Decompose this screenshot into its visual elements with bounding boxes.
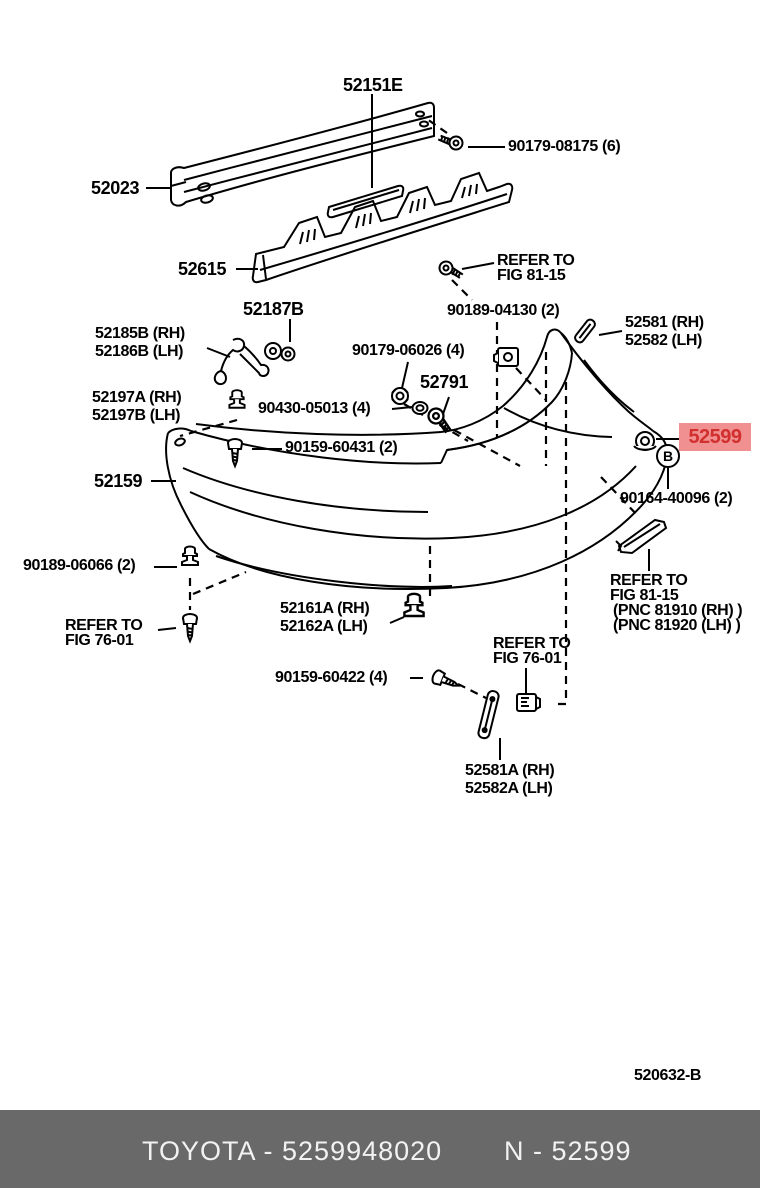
highlighted-part-number: 52599	[688, 425, 742, 448]
part-label-52161a[interactable]: 52161A (RH)	[280, 600, 370, 617]
refer-note-top-line1: REFER TO	[497, 252, 575, 269]
footer-brand-part-number: TOYOTA - 5259948020	[142, 1136, 443, 1166]
clip-icon	[404, 594, 423, 616]
bolt-icon	[438, 260, 465, 279]
part-label-52159[interactable]: 52159	[94, 471, 143, 491]
impact-strip-drawing	[328, 186, 404, 218]
detail-marker-b: B	[656, 444, 680, 468]
clip-icon	[182, 547, 198, 566]
footer-catalog-part-number: N - 52599	[504, 1136, 632, 1166]
side-bracket-icon	[215, 339, 269, 384]
side-spacer-icon	[573, 318, 596, 344]
refer-note-right81-line1: REFER TO	[610, 572, 688, 589]
u-nut-clip-icon	[494, 348, 518, 366]
diagram-code: 520632-B	[634, 1067, 702, 1084]
part-label-52023[interactable]: 52023	[91, 178, 140, 198]
retainer-grommet-icon	[265, 343, 295, 361]
bolt-icon	[438, 135, 464, 150]
part-label-90159-60431[interactable]: 90159-60431 (2)	[285, 439, 398, 456]
screw-icon	[431, 669, 461, 692]
part-label-90164-40096[interactable]: 90164-40096 (2)	[620, 490, 733, 507]
part-label-90189-06066[interactable]: 90189-06066 (2)	[23, 557, 136, 574]
part-label-52187b[interactable]: 52187B	[243, 299, 304, 319]
part-label-52197b[interactable]: 52197B (LH)	[92, 407, 181, 424]
square-clip-icon	[517, 694, 540, 711]
part-label-52791[interactable]: 52791	[420, 372, 469, 392]
part-label-90179-06026[interactable]: 90179-06026 (4)	[352, 342, 465, 359]
energy-absorber-drawing	[253, 173, 513, 282]
reinforcement-beam-drawing	[171, 103, 434, 206]
bumper-cover-drawing	[166, 330, 667, 589]
screw-icon	[183, 614, 197, 641]
refer-note-top-line2: FIG 81-15	[497, 267, 566, 284]
grommet-icon	[634, 432, 656, 450]
part-label-90430-05013[interactable]: 90430-05013 (4)	[258, 400, 371, 417]
part-label-52582a[interactable]: 52582A (LH)	[465, 780, 553, 797]
part-label-52186b[interactable]: 52186B (LH)	[95, 343, 184, 360]
refer-note-right76-line2: FIG 76-01	[493, 650, 562, 667]
refer-note-right76-line1: REFER TO	[493, 635, 571, 652]
refer-note-right81-line4: (PNC 81920 (LH) )	[613, 617, 741, 634]
footer-bar	[0, 1110, 760, 1188]
part-label-90179-08175[interactable]: 90179-08175 (6)	[508, 138, 621, 155]
support-bracket-icon	[477, 690, 499, 739]
part-label-52185b[interactable]: 52185B (RH)	[95, 325, 185, 342]
part-label-52582[interactable]: 52582 (LH)	[625, 332, 702, 349]
part-label-90159-60422[interactable]: 90159-60422 (4)	[275, 669, 388, 686]
highlighted-part-callout[interactable]	[679, 423, 751, 451]
part-label-90189-04130[interactable]: 90189-04130 (2)	[447, 302, 560, 319]
nut-icon	[392, 388, 408, 404]
refer-note-right81-line3: (PNC 81910 (RH) )	[613, 602, 743, 619]
part-label-52151e[interactable]: 52151E	[343, 75, 403, 95]
refer-note-left-line1: REFER TO	[65, 617, 143, 634]
screw-icon	[228, 439, 242, 466]
refer-note-right81-line2: FIG 81-15	[610, 587, 679, 604]
refer-note-left-line2: FIG 76-01	[65, 632, 134, 649]
washer-icon	[413, 402, 428, 414]
reflector-strip-icon	[616, 520, 666, 553]
part-label-52615[interactable]: 52615	[178, 259, 227, 279]
part-label-52197a[interactable]: 52197A (RH)	[92, 389, 182, 406]
clip-icon	[229, 390, 244, 408]
part-label-52581[interactable]: 52581 (RH)	[625, 314, 704, 331]
part-label-52581a[interactable]: 52581A (RH)	[465, 762, 555, 779]
part-label-52162a[interactable]: 52162A (LH)	[280, 618, 368, 635]
